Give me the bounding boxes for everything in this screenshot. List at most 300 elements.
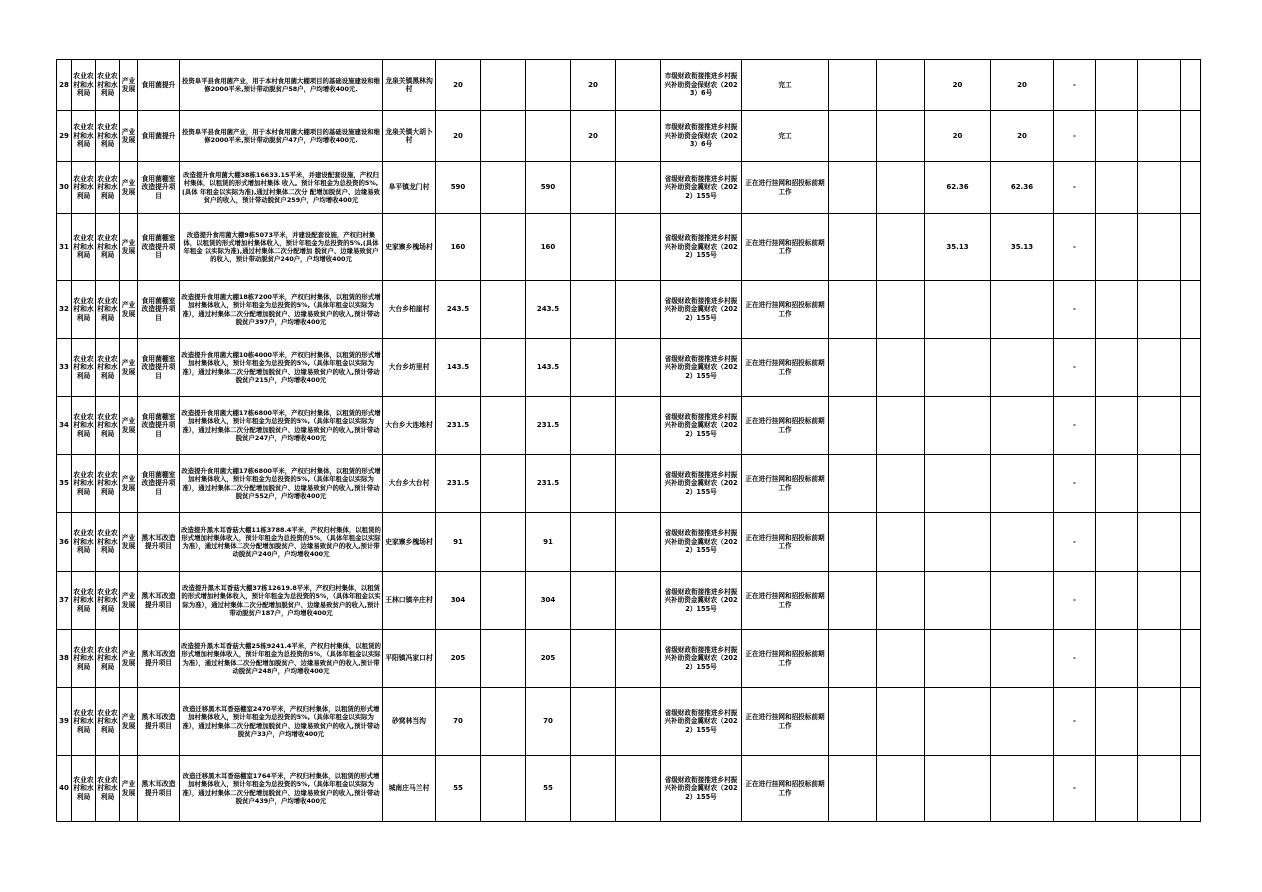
fund-source-cell: 省级财政衔接推进乡村振兴补助资金冀财农（2022）155号: [661, 630, 742, 688]
project-content-cell: 改造迁移黑木耳香菇棚室2470平米，产权归村集体，以租赁的形式增加村集体收入，预计年租金为总投资的5%,（具体年租金以实际为准），通过村集体二次分配增加脱贫户、边缘易致贫户的收入,预计带动脱贫户33户，户均增收400元: [180, 688, 383, 756]
total-investment-cell: 590: [436, 162, 481, 214]
responsible-unit-cell: 农业农村和水利局: [72, 513, 96, 572]
table-row: [57, 281, 1201, 339]
empty-cell: [1096, 162, 1138, 214]
empty-cell: [877, 60, 925, 111]
amount-cell: [571, 162, 616, 214]
amount-cell: [616, 455, 661, 513]
amount-cell: 243.5: [526, 281, 571, 339]
paid-amount-cell: [991, 513, 1054, 572]
row-number: 35: [57, 455, 72, 513]
empty-cell: [1181, 572, 1201, 630]
fund-source-cell: 市级财政衔接推进乡村振兴补助资金保财农（2023）6号: [661, 60, 742, 111]
responsible-unit-cell: 农业农村和水利局: [72, 60, 96, 111]
progress-status-cell: 正在进行挂网和招投标前期工作: [742, 688, 829, 756]
amount-cell: [571, 214, 616, 281]
empty-cell: [877, 630, 925, 688]
empty-cell: [829, 513, 877, 572]
paid-amount-cell: [991, 630, 1054, 688]
progress-status-cell: 正在进行挂网和招投标前期工作: [742, 397, 829, 455]
empty-cell: [1181, 756, 1201, 822]
project-location-cell: 城南庄马兰村: [383, 756, 436, 822]
remark-cell: -: [1054, 111, 1096, 162]
project-name-cell: 食用菌棚室改造提升项目: [138, 339, 180, 397]
progress-status-cell: 正在进行挂网和招投标前期工作: [742, 455, 829, 513]
row-number: 32: [57, 281, 72, 339]
empty-cell: [1138, 162, 1181, 214]
progress-status-cell: 正在进行挂网和招投标前期工作: [742, 513, 829, 572]
remark-cell: -: [1054, 572, 1096, 630]
empty-cell: [1096, 339, 1138, 397]
project-name-cell: 食用菌棚室改造提升项目: [138, 162, 180, 214]
amount-cell: 590: [526, 162, 571, 214]
row-number: 29: [57, 111, 72, 162]
empty-cell: [829, 397, 877, 455]
amount-cell: [616, 162, 661, 214]
implementing-unit-cell: 农业农村和水利局: [96, 281, 120, 339]
fund-source-cell: 省级财政衔接推进乡村振兴补助资金冀财农（2022）155号: [661, 397, 742, 455]
fund-source-cell: 省级财政衔接推进乡村振兴补助资金冀财农（2022）155号: [661, 513, 742, 572]
total-investment-cell: 55: [436, 756, 481, 822]
project-name-cell: 食用菌棚室改造提升项目: [138, 397, 180, 455]
empty-cell: [1096, 214, 1138, 281]
paid-amount-cell: [925, 572, 991, 630]
project-name-cell: 食用菌棚室改造提升项目: [138, 281, 180, 339]
progress-status-cell: 正在进行挂网和招投标前期工作: [742, 339, 829, 397]
remark-cell: -: [1054, 281, 1096, 339]
project-name-cell: 食用菌棚室改造提升项目: [138, 455, 180, 513]
amount-cell: [616, 60, 661, 111]
project-name-cell: 黑木耳改造提升项目: [138, 630, 180, 688]
empty-cell: [1096, 455, 1138, 513]
project-category-cell: 产业发展: [120, 572, 138, 630]
paid-amount-cell: [925, 397, 991, 455]
row-number: 28: [57, 60, 72, 111]
implementing-unit-cell: 农业农村和水利局: [96, 630, 120, 688]
empty-cell: [1181, 397, 1201, 455]
project-location-cell: 平阳镇冯家口村: [383, 630, 436, 688]
remark-cell: -: [1054, 214, 1096, 281]
responsible-unit-cell: 农业农村和水利局: [72, 455, 96, 513]
remark-cell: -: [1054, 455, 1096, 513]
paid-amount-cell: 20: [925, 60, 991, 111]
remark-cell: -: [1054, 162, 1096, 214]
total-investment-cell: 20: [436, 60, 481, 111]
amount-cell: [616, 688, 661, 756]
project-name-cell: 黑木耳改造提升项目: [138, 572, 180, 630]
empty-cell: [1181, 688, 1201, 756]
empty-cell: [877, 513, 925, 572]
total-investment-cell: 243.5: [436, 281, 481, 339]
amount-cell: [481, 214, 526, 281]
amount-cell: [481, 397, 526, 455]
empty-cell: [1181, 162, 1201, 214]
responsible-unit-cell: 农业农村和水利局: [72, 572, 96, 630]
paid-amount-cell: [991, 455, 1054, 513]
amount-cell: [571, 397, 616, 455]
empty-cell: [1138, 630, 1181, 688]
empty-cell: [877, 214, 925, 281]
amount-cell: 231.5: [526, 455, 571, 513]
responsible-unit-cell: 农业农村和水利局: [72, 688, 96, 756]
table-row: [57, 339, 1201, 397]
empty-cell: [877, 572, 925, 630]
responsible-unit-cell: 农业农村和水利局: [72, 111, 96, 162]
responsible-unit-cell: 农业农村和水利局: [72, 630, 96, 688]
implementing-unit-cell: 农业农村和水利局: [96, 397, 120, 455]
implementing-unit-cell: 农业农村和水利局: [96, 513, 120, 572]
project-location-cell: 王林口镇辛庄村: [383, 572, 436, 630]
row-number: 36: [57, 513, 72, 572]
empty-cell: [829, 455, 877, 513]
empty-cell: [1181, 339, 1201, 397]
total-investment-cell: 143.5: [436, 339, 481, 397]
empty-cell: [1181, 214, 1201, 281]
empty-cell: [829, 214, 877, 281]
table-row: [57, 397, 1201, 455]
progress-status-cell: 正在进行挂网和招投标前期工作: [742, 281, 829, 339]
empty-cell: [877, 339, 925, 397]
project-location-cell: 史家寨乡槐场村: [383, 214, 436, 281]
paid-amount-cell: [925, 281, 991, 339]
table-row: [57, 513, 1201, 572]
empty-cell: [1096, 513, 1138, 572]
empty-cell: [877, 756, 925, 822]
amount-cell: [481, 162, 526, 214]
project-content-cell: 投资阜平县食用菌产业，用于本村食用菌大棚项目的基础设施建设和维修2000平米,预计带动脱贫户58户，户均增收400元.: [180, 60, 383, 111]
implementing-unit-cell: 农业农村和水利局: [96, 572, 120, 630]
paid-amount-cell: 20: [991, 111, 1054, 162]
empty-cell: [1096, 630, 1138, 688]
amount-cell: [616, 630, 661, 688]
remark-cell: -: [1054, 339, 1096, 397]
project-location-cell: 龙泉关镇大胡卜村: [383, 111, 436, 162]
amount-cell: [571, 688, 616, 756]
amount-cell: [571, 630, 616, 688]
table-row: [57, 111, 1201, 162]
empty-cell: [1138, 756, 1181, 822]
row-number: 30: [57, 162, 72, 214]
fund-source-cell: 省级财政衔接推进乡村振兴补助资金冀财农（2022）155号: [661, 688, 742, 756]
amount-cell: [526, 60, 571, 111]
paid-amount-cell: 20: [991, 60, 1054, 111]
project-category-cell: 产业发展: [120, 111, 138, 162]
empty-cell: [877, 455, 925, 513]
amount-cell: [616, 339, 661, 397]
project-table: [56, 59, 1201, 822]
amount-cell: 20: [571, 60, 616, 111]
fund-source-cell: 省级财政衔接推进乡村振兴补助资金冀财农（2022）155号: [661, 572, 742, 630]
amount-cell: 160: [526, 214, 571, 281]
remark-cell: -: [1054, 513, 1096, 572]
responsible-unit-cell: 农业农村和水利局: [72, 214, 96, 281]
amount-cell: [616, 214, 661, 281]
project-name-cell: 黑木耳改造提升项目: [138, 756, 180, 822]
row-number: 31: [57, 214, 72, 281]
empty-cell: [1181, 281, 1201, 339]
paid-amount-cell: [991, 397, 1054, 455]
project-content-cell: 改造提升黑木耳香菇大棚37栋12619.8平米，产权归村集体，以租赁的形式增加村集体收入，预计年租金为总投资的5%，（具体年租金以实际为准），通过村集体二次分配增加脱贫户、边缘易致贫户的收入,预计带动脱贫户187户，户均增收400元: [180, 572, 383, 630]
paid-amount-cell: [991, 756, 1054, 822]
paid-amount-cell: [991, 572, 1054, 630]
project-content-cell: 改造提升食用菌大棚9栋5073平米，并建设配套设施，产权归村集体，以租赁的形式增加村集体收入，预计年租金为总投资的5%,(具体年租金 以实际为准),通过村集体二次分配增加 脱贫户、边缘易致贫户的收入，预计带动脱贫户240户，户均增收400元: [180, 214, 383, 281]
empty-cell: [1181, 60, 1201, 111]
amount-cell: [616, 513, 661, 572]
project-category-cell: 产业发展: [120, 60, 138, 111]
empty-cell: [1138, 397, 1181, 455]
amount-cell: [481, 572, 526, 630]
total-investment-cell: 231.5: [436, 397, 481, 455]
amount-cell: [481, 513, 526, 572]
project-name-cell: 食用菌棚室改造提升项目: [138, 214, 180, 281]
empty-cell: [1096, 60, 1138, 111]
remark-cell: -: [1054, 756, 1096, 822]
amount-cell: 143.5: [526, 339, 571, 397]
total-investment-cell: 91: [436, 513, 481, 572]
amount-cell: [571, 339, 616, 397]
project-content-cell: 改造提升食用菌大棚17栋6800平米，产权归村集体，以租赁的形式增加村集体收入，预计年租金为总投资的5%,（具体年租金以实际为准），通过村集体二次分配增加脱贫户、边缘易致贫户的收入,预计带动脱贫户552户，户均增收400元: [180, 455, 383, 513]
project-category-cell: 产业发展: [120, 339, 138, 397]
empty-cell: [1096, 281, 1138, 339]
fund-source-cell: 省级财政衔接推进乡村振兴补助资金冀财农（2022）155号: [661, 756, 742, 822]
remark-cell: -: [1054, 630, 1096, 688]
amount-cell: 91: [526, 513, 571, 572]
project-content-cell: 改造提升食用菌大棚10栋4000平米，产权归村集体，以租赁的形式增加村集体收入，预计年租金为总投资的5%,（具体年租金以实际为准），通过村集体二次分配增加脱贫户、边缘易致贫户的收入,预计带动脱贫户215户，户均增收400元: [180, 339, 383, 397]
amount-cell: [526, 111, 571, 162]
implementing-unit-cell: 农业农村和水利局: [96, 111, 120, 162]
remark-cell: -: [1054, 60, 1096, 111]
table-body: [57, 60, 1201, 822]
row-number: 34: [57, 397, 72, 455]
amount-cell: [571, 281, 616, 339]
responsible-unit-cell: 农业农村和水利局: [72, 756, 96, 822]
empty-cell: [1138, 339, 1181, 397]
empty-cell: [1181, 630, 1201, 688]
project-name-cell: 黑木耳改造提升项目: [138, 513, 180, 572]
empty-cell: [829, 281, 877, 339]
project-location-cell: 大台乡柏崖村: [383, 281, 436, 339]
progress-status-cell: 正在进行挂网和招投标前期工作: [742, 630, 829, 688]
implementing-unit-cell: 农业农村和水利局: [96, 162, 120, 214]
amount-cell: [571, 455, 616, 513]
empty-cell: [1181, 111, 1201, 162]
total-investment-cell: 160: [436, 214, 481, 281]
fund-source-cell: 省级财政衔接推进乡村振兴补助资金冀财农（2022）155号: [661, 214, 742, 281]
project-category-cell: 产业发展: [120, 281, 138, 339]
empty-cell: [1138, 281, 1181, 339]
paid-amount-cell: [991, 688, 1054, 756]
empty-cell: [829, 756, 877, 822]
empty-cell: [1096, 572, 1138, 630]
empty-cell: [1096, 688, 1138, 756]
project-content-cell: 改造提升食用菌大棚18栋7200平米，产权归村集体，以租赁的形式增加村集体收入，预计年租金为总投资的5%,（具体年租金以实际为准），通过村集体二次分配增加脱贫户、边缘易致贫户的收入,预计带动脱贫户397户，户均增收400元: [180, 281, 383, 339]
project-content-cell: 改造提升黑木耳香菇大棚11栋3788.4平米，产权归村集体，以租赁的形式增加村集体收入，预计年租金为总投资的5%，（具体年租金以实际为准），通过村集体二次分配增加脱贫户、边缘易致贫户的收入,预计带动脱贫户240户，户均增收400元: [180, 513, 383, 572]
total-investment-cell: 20: [436, 111, 481, 162]
empty-cell: [1096, 111, 1138, 162]
empty-cell: [829, 162, 877, 214]
implementing-unit-cell: 农业农村和水利局: [96, 455, 120, 513]
paid-amount-cell: 20: [925, 111, 991, 162]
project-category-cell: 产业发展: [120, 756, 138, 822]
paid-amount-cell: [925, 688, 991, 756]
amount-cell: [616, 572, 661, 630]
implementing-unit-cell: 农业农村和水利局: [96, 688, 120, 756]
paid-amount-cell: [925, 455, 991, 513]
paid-amount-cell: [925, 339, 991, 397]
paid-amount-cell: [991, 281, 1054, 339]
empty-cell: [877, 111, 925, 162]
amount-cell: 20: [571, 111, 616, 162]
row-number: 39: [57, 688, 72, 756]
amount-cell: [616, 281, 661, 339]
amount-cell: 205: [526, 630, 571, 688]
amount-cell: [481, 339, 526, 397]
paid-amount-cell: [925, 513, 991, 572]
project-location-cell: 龙泉关镇黑林沟村: [383, 60, 436, 111]
fund-source-cell: 省级财政衔接推进乡村振兴补助资金冀财农（2022）155号: [661, 162, 742, 214]
responsible-unit-cell: 农业农村和水利局: [72, 397, 96, 455]
implementing-unit-cell: 农业农村和水利局: [96, 756, 120, 822]
project-category-cell: 产业发展: [120, 397, 138, 455]
paid-amount-cell: 35.13: [991, 214, 1054, 281]
amount-cell: [481, 756, 526, 822]
progress-status-cell: 正在进行挂网和招投标前期工作: [742, 572, 829, 630]
paid-amount-cell: [925, 756, 991, 822]
table-row: [57, 756, 1201, 822]
row-number: 33: [57, 339, 72, 397]
remark-cell: -: [1054, 397, 1096, 455]
amount-cell: [616, 397, 661, 455]
paid-amount-cell: 35.13: [925, 214, 991, 281]
row-number: 40: [57, 756, 72, 822]
empty-cell: [829, 111, 877, 162]
project-category-cell: 产业发展: [120, 688, 138, 756]
fund-source-cell: 省级财政衔接推进乡村振兴补助资金冀财农（2022）155号: [661, 281, 742, 339]
amount-cell: [571, 756, 616, 822]
empty-cell: [1181, 455, 1201, 513]
amount-cell: [481, 630, 526, 688]
table-row: [57, 630, 1201, 688]
responsible-unit-cell: 农业农村和水利局: [72, 281, 96, 339]
amount-cell: [616, 111, 661, 162]
table-row: [57, 688, 1201, 756]
project-category-cell: 产业发展: [120, 630, 138, 688]
amount-cell: 70: [526, 688, 571, 756]
progress-status-cell: 正在进行挂网和招投标前期工作: [742, 756, 829, 822]
project-location-cell: 大台乡坊里村: [383, 339, 436, 397]
progress-status-cell: 正在进行挂网和招投标前期工作: [742, 162, 829, 214]
project-category-cell: 产业发展: [120, 162, 138, 214]
empty-cell: [877, 162, 925, 214]
empty-cell: [1096, 397, 1138, 455]
amount-cell: [481, 60, 526, 111]
empty-cell: [1138, 572, 1181, 630]
amount-cell: [481, 688, 526, 756]
total-investment-cell: 231.5: [436, 455, 481, 513]
table-row: [57, 455, 1201, 513]
empty-cell: [1096, 756, 1138, 822]
implementing-unit-cell: 农业农村和水利局: [96, 214, 120, 281]
progress-status-cell: 完工: [742, 111, 829, 162]
table-row: [57, 162, 1201, 214]
empty-cell: [1181, 513, 1201, 572]
empty-cell: [1138, 688, 1181, 756]
total-investment-cell: 304: [436, 572, 481, 630]
project-content-cell: 投资阜平县食用菌产业，用于本村食用菌大棚项目的基础设施建设和维修2000平米,预计带动脱贫户47户，户均增收400元.: [180, 111, 383, 162]
table-row: [57, 214, 1201, 281]
project-location-cell: 阜平镇龙门村: [383, 162, 436, 214]
implementing-unit-cell: 农业农村和水利局: [96, 60, 120, 111]
empty-cell: [1138, 214, 1181, 281]
empty-cell: [829, 572, 877, 630]
empty-cell: [829, 688, 877, 756]
empty-cell: [829, 339, 877, 397]
empty-cell: [877, 397, 925, 455]
remark-cell: -: [1054, 688, 1096, 756]
project-name-cell: 黑木耳改造提升项目: [138, 688, 180, 756]
amount-cell: 55: [526, 756, 571, 822]
fund-source-cell: 省级财政衔接推进乡村振兴补助资金冀财农（2022）155号: [661, 455, 742, 513]
project-content-cell: 改造提升食用菌大棚38栋16633.15平米，并建设配套设施，产权归村集体，以租赁的形式增加村集体 收入。预计年租金为总投资的5%,(具体 年租金以实际为准),通过村集体二次分 配增加脱贫户、边缘易致贫户的收入，预计带动脱贫户259户，户均增收400元: [180, 162, 383, 214]
project-location-cell: 大台乡大连地村: [383, 397, 436, 455]
paid-amount-cell: 62.36: [991, 162, 1054, 214]
progress-status-cell: 正在进行挂网和招投标前期工作: [742, 214, 829, 281]
project-category-cell: 产业发展: [120, 455, 138, 513]
fund-source-cell: 市级财政衔接推进乡村振兴补助资金保财农（2023）6号: [661, 111, 742, 162]
empty-cell: [877, 281, 925, 339]
amount-cell: [481, 111, 526, 162]
responsible-unit-cell: 农业农村和水利局: [72, 162, 96, 214]
table-row: [57, 60, 1201, 111]
amount-cell: [481, 455, 526, 513]
amount-cell: [571, 572, 616, 630]
responsible-unit-cell: 农业农村和水利局: [72, 339, 96, 397]
empty-cell: [829, 60, 877, 111]
implementing-unit-cell: 农业农村和水利局: [96, 339, 120, 397]
amount-cell: [481, 281, 526, 339]
empty-cell: [829, 630, 877, 688]
amount-cell: 231.5: [526, 397, 571, 455]
amount-cell: [571, 513, 616, 572]
project-location-cell: 砂窝林当沟: [383, 688, 436, 756]
paid-amount-cell: 62.36: [925, 162, 991, 214]
row-number: 38: [57, 630, 72, 688]
empty-cell: [1138, 513, 1181, 572]
empty-cell: [877, 688, 925, 756]
project-location-cell: 史家寨乡槐场村: [383, 513, 436, 572]
amount-cell: [616, 756, 661, 822]
progress-status-cell: 完工: [742, 60, 829, 111]
empty-cell: [1138, 455, 1181, 513]
row-number: 37: [57, 572, 72, 630]
paid-amount-cell: [991, 339, 1054, 397]
project-content-cell: 改造迁移黑木耳香菇棚室1764平米，产权归村集体，以租赁的形式增加村集体收入，预计年租金为总投资的5%,（具体年租金以实际为准），通过村集体二次分配增加脱贫户、边缘易致贫户的收入,预计带动脱贫户439户，户均增收400元: [180, 756, 383, 822]
fund-source-cell: 省级财政衔接推进乡村振兴补助资金冀财农（2022）155号: [661, 339, 742, 397]
paid-amount-cell: [925, 630, 991, 688]
project-category-cell: 产业发展: [120, 214, 138, 281]
total-investment-cell: 205: [436, 630, 481, 688]
project-content-cell: 改造提升食用菌大棚17栋6800平米，产权归村集体，以租赁的形式增加村集体收入，预计年租金为总投资的5%,（具体年租金以实际为准），通过村集体二次分配增加脱贫户、边缘易致贫户的收入,预计带动脱贫户247户，户均增收400元: [180, 397, 383, 455]
project-name-cell: 食用菌提升: [138, 60, 180, 111]
empty-cell: [1138, 60, 1181, 111]
project-category-cell: 产业发展: [120, 513, 138, 572]
table-row: [57, 572, 1201, 630]
total-investment-cell: 70: [436, 688, 481, 756]
project-content-cell: 改造提升黑木耳香菇大棚25栋9241.4平米，产权归村集体，以租赁的形式增加村集体收入，预计年租金为总投资的5%，（具体年租金以实际为准），通过村集体二次分配增加脱贫户、边缘易致贫户的收入,预计带动脱贫户248户，户均增收400元: [180, 630, 383, 688]
amount-cell: 304: [526, 572, 571, 630]
project-location-cell: 大台乡大台村: [383, 455, 436, 513]
project-name-cell: 食用菌提升: [138, 111, 180, 162]
